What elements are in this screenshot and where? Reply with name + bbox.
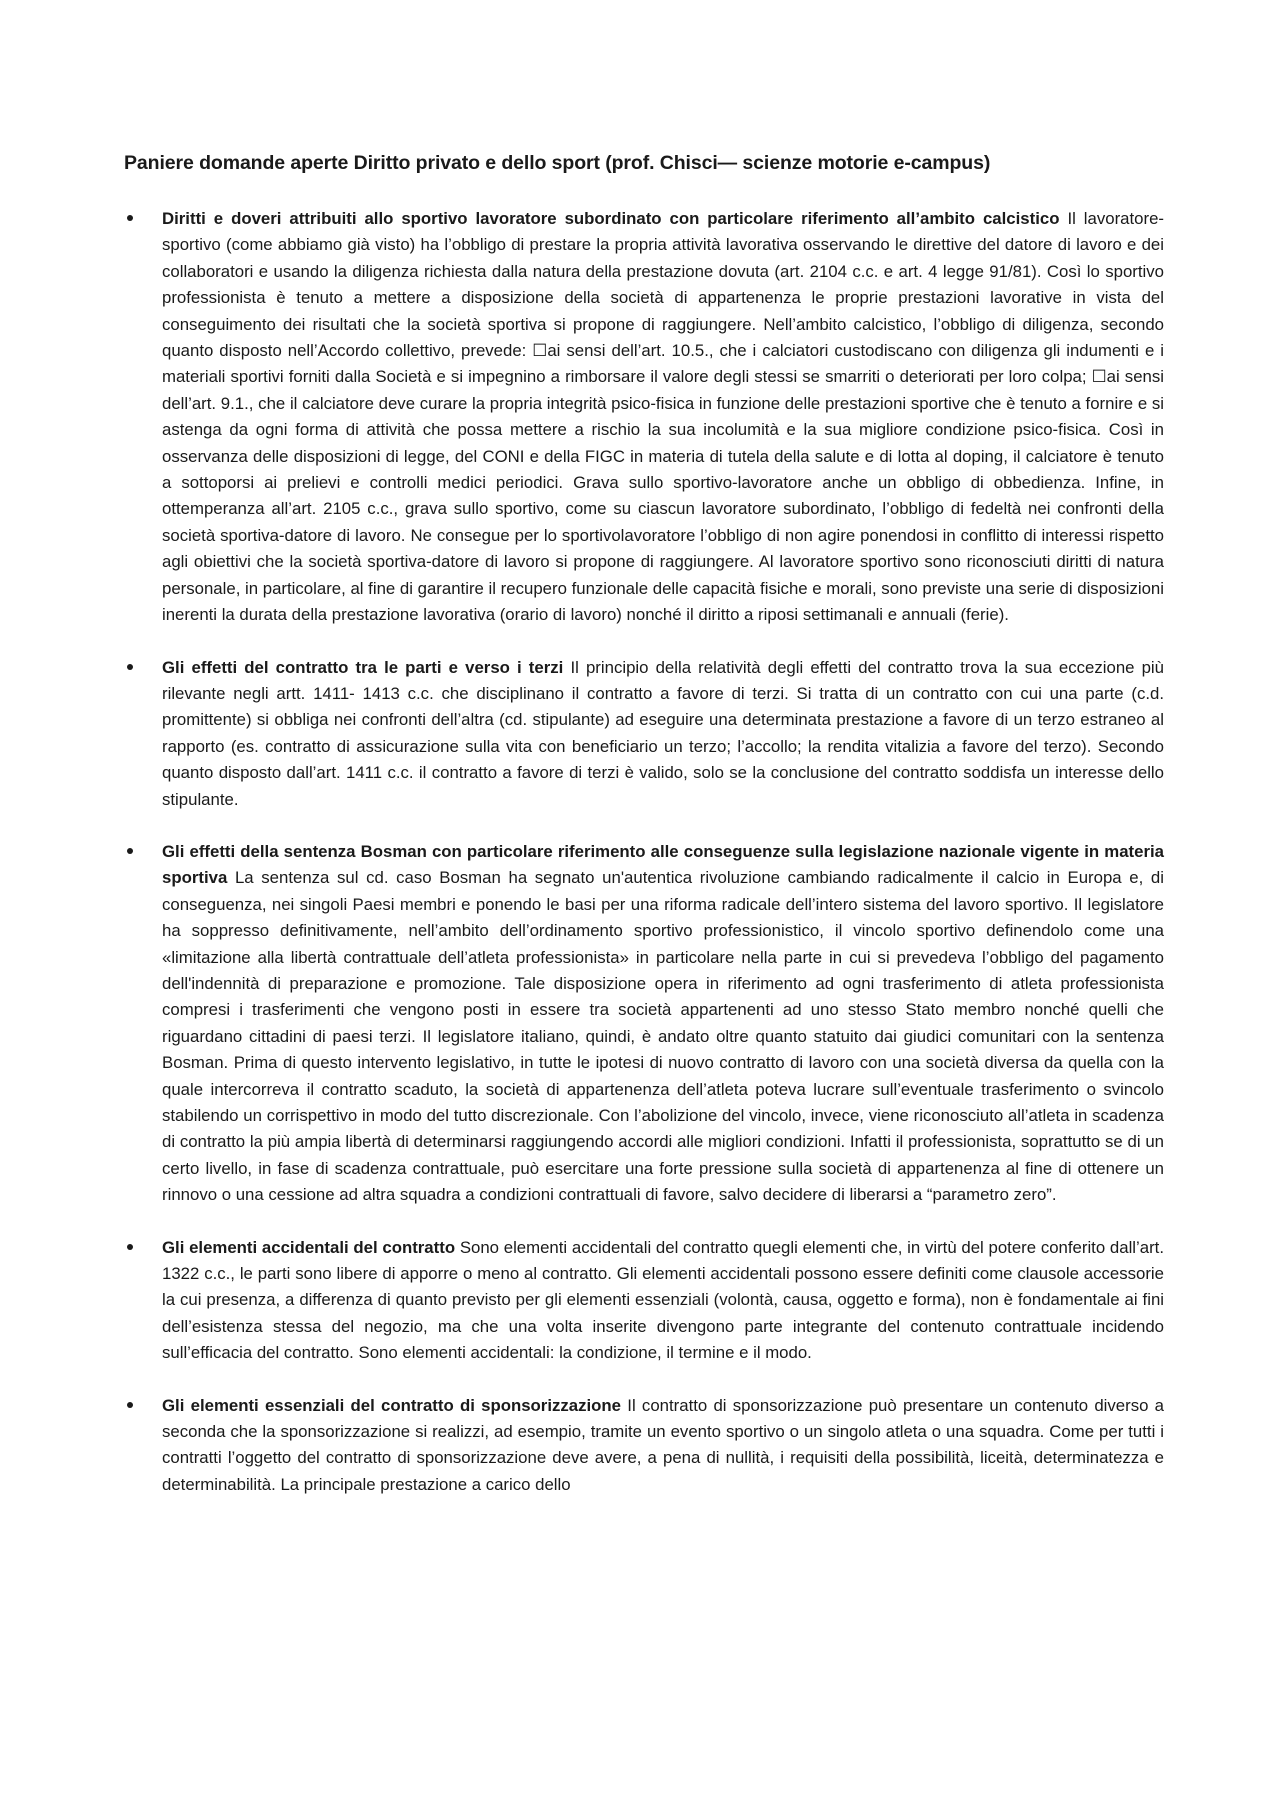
question-heading: Gli effetti del contratto tra le parti e verso i terzi [162,657,564,677]
bullet-icon [127,1244,133,1250]
question-text [162,655,1164,813]
question-text [162,1393,1164,1499]
question-heading: Gli effetti della sentenza Bosman con particolare riferimento alle conseguenze sulla legislazione nazionale vigente in materia sportiva [162,841,1164,888]
list-item [124,839,1164,1209]
question-heading: Diritti e doveri attribuiti allo sportivo lavoratore subordinato con particolare riferimento all’ambito calcistico [162,209,1060,228]
question-body: La sentenza sul cd. caso Bosman ha segnato un'autentica rivoluzione cambiando radicalmente il calcio in Europa e, di conseguenza, nei singoli Paesi membri e ponendo le basi per una riforma radicale dell’intero sistema del lavoro sportivo. Il legislatore ha soppresso definitivamente, nell’ambito dell’ordinamento sportivo professionistico, il vincolo sportivo definendolo come una «limitazione alla libertà contrattuale dell’atleta professionista» in particolare nella parte in cui si prevedeva l’obbligo del pagamento dell'indennità di preparazione e promozione. Tale disposizione opera in riferimento ad ogni trasferimento di atleta professionista compresi i trasferimenti che vengono posti in essere tra società appartenenti ad uno stesso Stato membro nonché quelli che riguardano cittadini di paesi terzi. Il legislatore italiano, quindi, è andato oltre quanto statuito dai giudici comunitari con la sentenza Bosman. Prima di questo intervento legislativo, in tutte le ipotesi di nuovo contratto di lavoro con una società diversa da quella con la quale intercorreva il contratto scaduto, la società di appartenenza dell’atleta poteva lucrare sull’eventuale trasferimento o svincolo stabilendo un corrispettivo in modo del tutto discrezionale. Con l’abolizione del vincolo, invece, viene riconosciuto all’atleta in scadenza di contratto la più ampia libertà di determinarsi raggiungendo accordi alle migliori condizioni. Infatti il professionista, soprattutto se di un certo livello, in fase di scadenza contrattuale, può esercitare una forte pressione sulla società di appartenenza al fine di ottenere un rinnovo o una cessione ad altra squadra a condizioni contrattuali di favore, salvo decidere di liberarsi a “parametro zero”. [162,868,1164,1205]
question-body: Sono elementi accidentali del contratto quegli elementi che, in virtù del potere conferito dall’art. 1322 c.c., le parti sono libere di apporre o meno al contratto. Gli elementi accidentali possono essere definiti come clausole accessorie la cui presenza, a differenza di quanto previsto per gli elementi essenziali (volontà, causa, oggetto e forma), non è fondamentale ai fini dell’esistenza stessa del negozio, ma che una volta inserite divengono parte integrante del contenuto contrattuale incidendo sull’efficacia del contratto. Sono elementi accidentali: la condizione, il termine e il modo. [162,1237,1165,1363]
question-heading: Gli elementi essenziali del contratto di sponsorizzazione [162,1395,622,1415]
question-heading: Gli elementi accidentali del contratto [162,1237,456,1257]
bullet-icon [127,848,133,854]
question-list [124,206,1164,1498]
question-body: Il contratto di sponsorizzazione può presentare un contenuto diverso a seconda che la sponsorizzazione si realizzi, ad esempio, tramite un evento sportivo o un singolo atleta o una squadra. Come per tutti i contratti l’oggetto del contratto di sponsorizzazione deve avere, a pena di nullità, i requisiti della possibilità, liceità, determinatezza e determinabilità. La principale prestazione a carico dello [162,1395,1164,1494]
list-item [124,1235,1164,1367]
list-item [124,206,1164,629]
bullet-icon [127,1402,133,1408]
question-body: Il principio della relatività degli effetti del contratto trova la sua eccezione più rilevante negli artt. 1411- 1413 c.c. che disciplinano il contratto a favore di terzi. Si tratta di un contratto con cui una parte (c.d. promittente) si obbliga nei confronti dell’altra (cd. stipulante) ad eseguire una determinata prestazione a favore di un terzo estraneo al rapporto (es. contratto di assicurazione sulla vita con beneficiario un terzo; l’accollo; la rendita vitalizia a favore del terzo). Secondo quanto disposto dall’art. 1411 c.c. il contratto a favore di terzi è valido, solo se la conclusione del contratto soddisfa un interesse dello stipulante. [162,657,1164,809]
document-page [124,150,1164,1524]
document-title: Paniere domande aperte Diritto privato e dello sport (prof. Chisci— scienze motorie e-campus) [124,152,991,174]
list-item [124,1393,1164,1499]
question-text [162,1235,1164,1367]
bullet-icon [127,664,133,670]
list-item [124,655,1164,813]
question-text [162,839,1164,1209]
bullet-icon [127,215,133,221]
question-text [162,206,1164,629]
question-body: Il lavoratore-sportivo (come abbiamo già visto) ha l’obbligo di prestare la propria attività lavorativa osservando le direttive del datore di lavoro e dei collaboratori e usando la diligenza richiesta dalla natura della prestazione dovuta (art. 2104 c.c. e art. 4 legge 91/81). Così lo sportivo professionista è tenuto a mettere a disposizione della società di appartenenza le proprie prestazioni lavorative in vista del conseguimento dei risultati che la società sportiva si propone di raggiungere. Nell’ambito calcistico, l’obbligo di diligenza, secondo quanto disposto nell’Accordo collettivo, prevede: ☐ai sensi dell’art. 10.5., che i calciatori custodiscano con diligenza gli indumenti e i materiali sportivi forniti dalla Società e si impegnino a rimborsare il valore degli stessi se smarriti o deteriorati per loro colpa; ☐ai sensi dell’art. 9.1., che il calciatore deve curare la propria integrità psico-fisica in funzione delle prestazioni sportive che è tenuto a fornire e si astenga da ogni forma di attività che possa mettere a rischio la sua incolumità e la sua migliore condizione psico-fisica. Così in osservanza delle disposizioni di legge, del CONI e della FIGC in materia di tutela della salute e di lotta al doping, il calciatore è tenuto a sottoporsi ai prelievi e controlli medici periodici. Grava sullo sportivo-lavoratore anche un obbligo di obbedienza. Infine, in ottemperanza all’art. 2105 c.c., grava sullo sportivo, come su ciascun lavoratore subordinato, l’obbligo di fedeltà nei confronti della società sportiva-datore di lavoro. Ne consegue per lo sportivolavoratore l’obbligo di non agire ponendosi in conflitto di interessi rispetto agli obiettivi che la società sportiva-datore di lavoro si propone di raggiungere. Al lavoratore sportivo sono riconosciuti diritti di natura personale, in particolare, al fine di garantire il recupero funzionale delle capacità fisiche e morali, sono previste una serie di disposizioni inerenti la durata della prestazione lavorativa (orario di lavoro) nonché il diritto a riposi settimanali e annuali (ferie). [162,209,1164,625]
